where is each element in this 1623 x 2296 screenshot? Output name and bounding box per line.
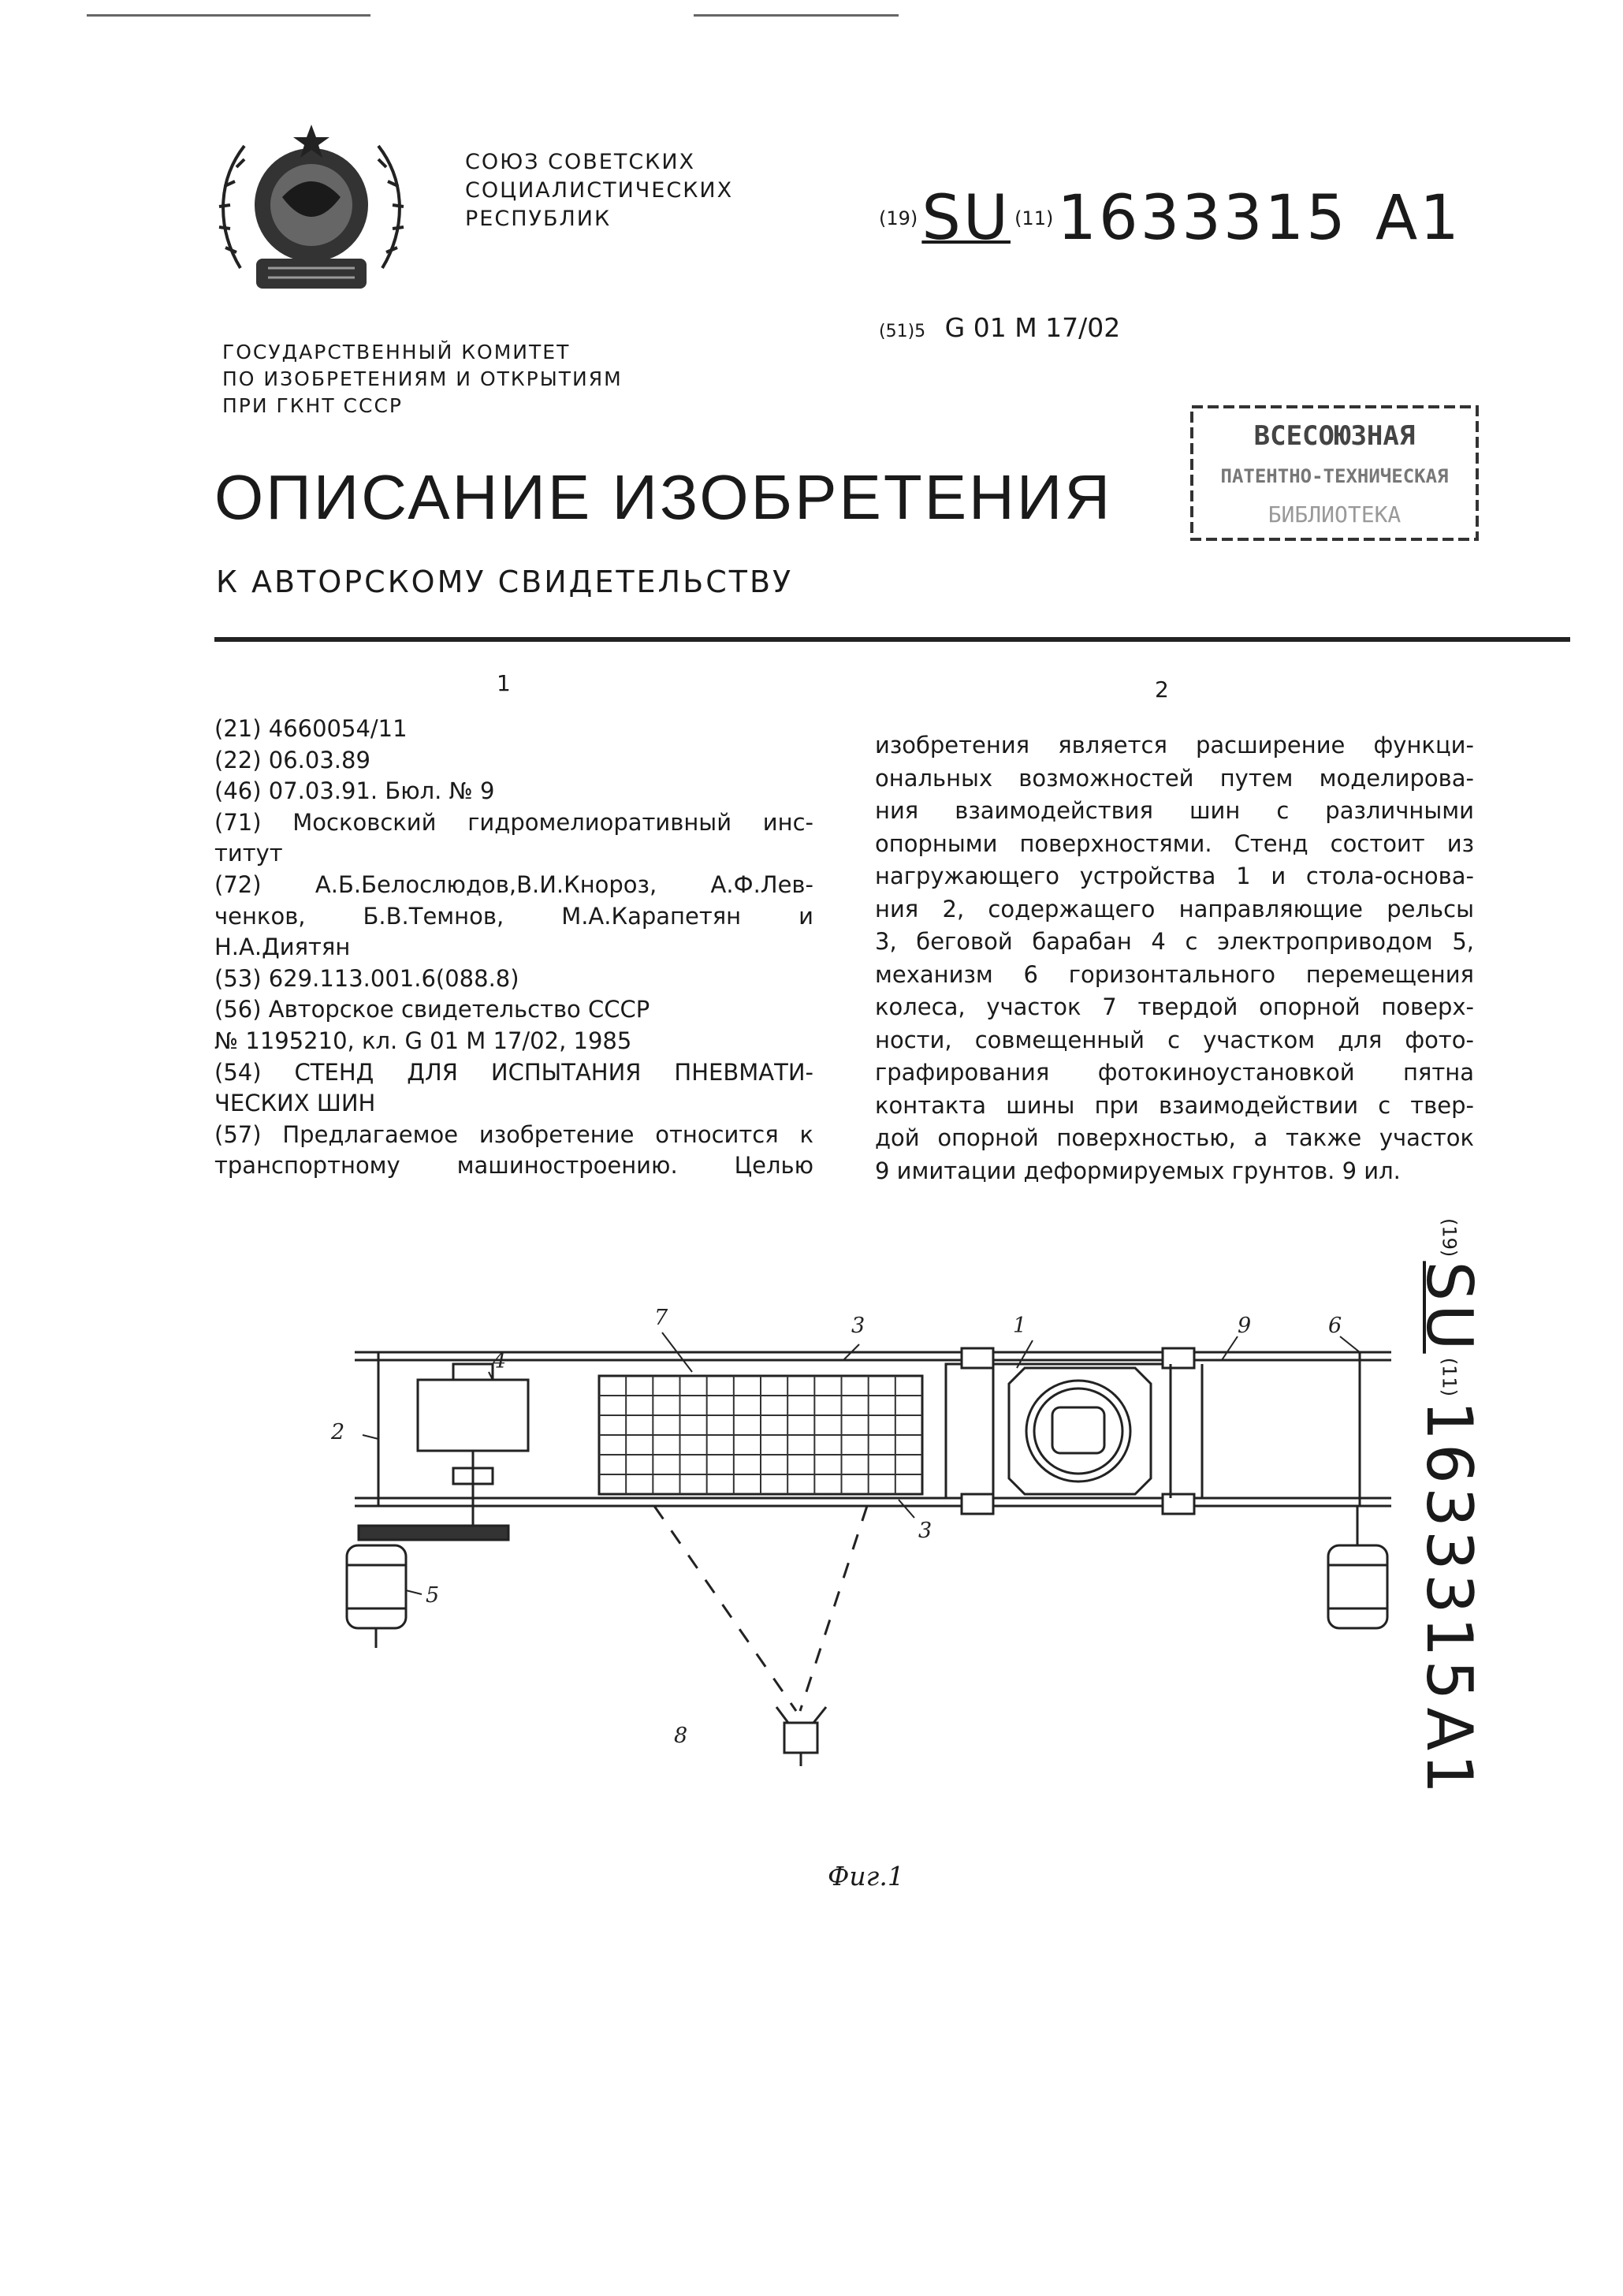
committee-line: ПО ИЗОБРЕТЕНИЯМ И ОТКРЫТИЯМ xyxy=(222,367,623,390)
inid-code-51: (51)5 xyxy=(879,322,926,341)
running-drum xyxy=(418,1380,528,1451)
abstract-line: нагружающего устройства 1 и стола-основа- xyxy=(875,863,1474,889)
biblio-line: (22) 06.03.89 xyxy=(214,746,370,773)
ussr-line: СОЮЗ СОВЕТСКИХ xyxy=(465,150,696,174)
electric-motor xyxy=(1328,1545,1387,1628)
biblio-line: (56) Авторское свидетельство СССР xyxy=(214,996,650,1023)
library-stamp xyxy=(1189,404,1480,542)
ussr-line: РЕСПУБЛИК xyxy=(465,207,612,231)
country-code: SU xyxy=(1413,1261,1486,1354)
inid-code-19: (19) xyxy=(879,207,918,229)
header-divider xyxy=(214,637,1570,642)
document-title: ОПИСАНИЕ ИЗОБРЕТЕНИЯ xyxy=(214,462,1113,532)
figure-1-drawing xyxy=(315,1301,1435,1892)
bibliographic-data xyxy=(214,714,813,1182)
scan-edge-line xyxy=(694,14,899,17)
biblio-line: титут xyxy=(214,840,283,867)
abstract-line: ности, совмещенный с участком для фото- xyxy=(875,1026,1474,1053)
abstract-line: механизм 6 горизонтального перемещения xyxy=(875,960,1474,988)
abstract-line: ния взаимодействия шин с различными xyxy=(875,797,1474,824)
stamp-line: БИБЛИОТЕКА xyxy=(1268,501,1402,527)
ussr-heading xyxy=(465,148,733,233)
biblio-line: (57) Предлагаемое изобретение относится к xyxy=(214,1120,813,1148)
ipc-classification xyxy=(879,312,1120,343)
column-number: 2 xyxy=(1155,676,1169,703)
abstract-line: графирования фотокиноустановкой пятна xyxy=(875,1059,1474,1086)
ussr-line: СОЦИАЛИСТИЧЕСКИХ xyxy=(465,178,734,203)
biblio-line: № 1195210, кл. G 01 M 17/02, 1985 xyxy=(214,1027,632,1054)
camera-ray xyxy=(654,1506,796,1711)
photo-camera xyxy=(784,1723,817,1753)
abstract-line: контакта шины при взаимодействии с твер- xyxy=(875,1091,1474,1119)
label-drum: 4 xyxy=(493,1349,507,1374)
biblio-line: ЧЕСКИХ ШИН xyxy=(214,1090,376,1117)
electric-motor xyxy=(347,1545,406,1628)
publication-number xyxy=(879,183,1461,254)
ipc-value: G 01 M 17/02 xyxy=(944,312,1121,343)
biblio-line: транспортному машиностроению. Целью xyxy=(214,1152,813,1180)
drum-hub xyxy=(453,1364,493,1380)
abstract-line: опорными поверхностями. Стенд состоит из xyxy=(875,829,1474,857)
tyre xyxy=(1026,1381,1130,1482)
stamp-line: ПАТЕНТНО-ТЕХНИЧЕСКАЯ xyxy=(1220,465,1449,487)
ussr-emblem xyxy=(213,110,410,308)
label-base-table: 2 xyxy=(331,1420,345,1444)
stamp-line: ВСЕСОЮЗНАЯ xyxy=(1253,420,1416,452)
biblio-line: (72) А.Б.Белослюдов,В.И.Кнороз, А.Ф.Лев- xyxy=(214,870,813,898)
label-soil-section: 9 xyxy=(1238,1314,1252,1338)
biblio-line: (21) 4660054/11 xyxy=(214,715,408,742)
label-hard-surface: 7 xyxy=(654,1306,668,1330)
surface-grid xyxy=(599,1376,922,1494)
biblio-line: ченков, Б.В.Темнов, М.А.Карапетян и xyxy=(214,902,813,930)
biblio-line: Н.А.Диятян xyxy=(214,934,351,961)
abstract-line: 9 имитации деформируемых грунтов. 9 ил. xyxy=(875,1157,1401,1184)
biblio-line: (71) Московский гидромелиоративный инс- xyxy=(214,808,813,836)
abstract-line: изобретения является расширение функци- xyxy=(875,732,1474,758)
label-motor: 5 xyxy=(426,1583,440,1608)
patent-number: 1633315 xyxy=(1413,1400,1486,1704)
figure-caption: Фиг.1 xyxy=(828,1861,904,1892)
state-committee xyxy=(222,339,623,419)
abstract-line: ния 2, содержащего направляющие рельсы xyxy=(875,895,1474,922)
country-code: SU xyxy=(921,183,1011,254)
committee-line: ПРИ ГКНТ СССР xyxy=(222,394,403,417)
abstract-line: колеса, участок 7 твердой опорной поверх- xyxy=(875,993,1474,1020)
biblio-line: (54) СТЕНД ДЛЯ ИСПЫТАНИЯ ПНЕВМАТИ- xyxy=(214,1058,813,1086)
abstract-line: дой опорной поверхностью, а также участок xyxy=(875,1124,1474,1151)
kind-code: A1 xyxy=(1375,183,1461,254)
inid-code-11: (11) xyxy=(1438,1357,1461,1397)
scan-edge-line xyxy=(87,14,370,17)
kind-code: A1 xyxy=(1413,1707,1486,1798)
document-subtitle: К АВТОРСКОМУ СВИДЕТЕЛЬСТВУ xyxy=(216,565,794,599)
abstract-text xyxy=(875,729,1474,1187)
inid-code-19: (19) xyxy=(1438,1218,1461,1258)
label-camera: 8 xyxy=(674,1724,688,1748)
label-loading-device: 1 xyxy=(1013,1314,1027,1338)
label-rail: 3 xyxy=(851,1314,865,1338)
camera-ray xyxy=(800,1506,867,1711)
patent-number: 1633315 xyxy=(1057,183,1348,254)
inid-code-11: (11) xyxy=(1014,207,1054,229)
label-rail: 3 xyxy=(918,1519,932,1543)
biblio-line: (53) 629.113.001.6(088.8) xyxy=(214,964,519,992)
drive-belt xyxy=(359,1526,508,1540)
biblio-line: (46) 07.03.91. Бюл. № 9 xyxy=(214,777,495,805)
abstract-line: 3, беговой барабан 4 с электроприводом 5, xyxy=(875,928,1474,955)
label-horizontal-mechanism: 6 xyxy=(1328,1314,1342,1338)
committee-line: ГОСУДАРСТВЕННЫЙ КОМИТЕТ xyxy=(222,341,571,363)
column-number: 1 xyxy=(497,670,511,696)
abstract-line: ональных возможностей путем моделирова- xyxy=(875,764,1474,792)
